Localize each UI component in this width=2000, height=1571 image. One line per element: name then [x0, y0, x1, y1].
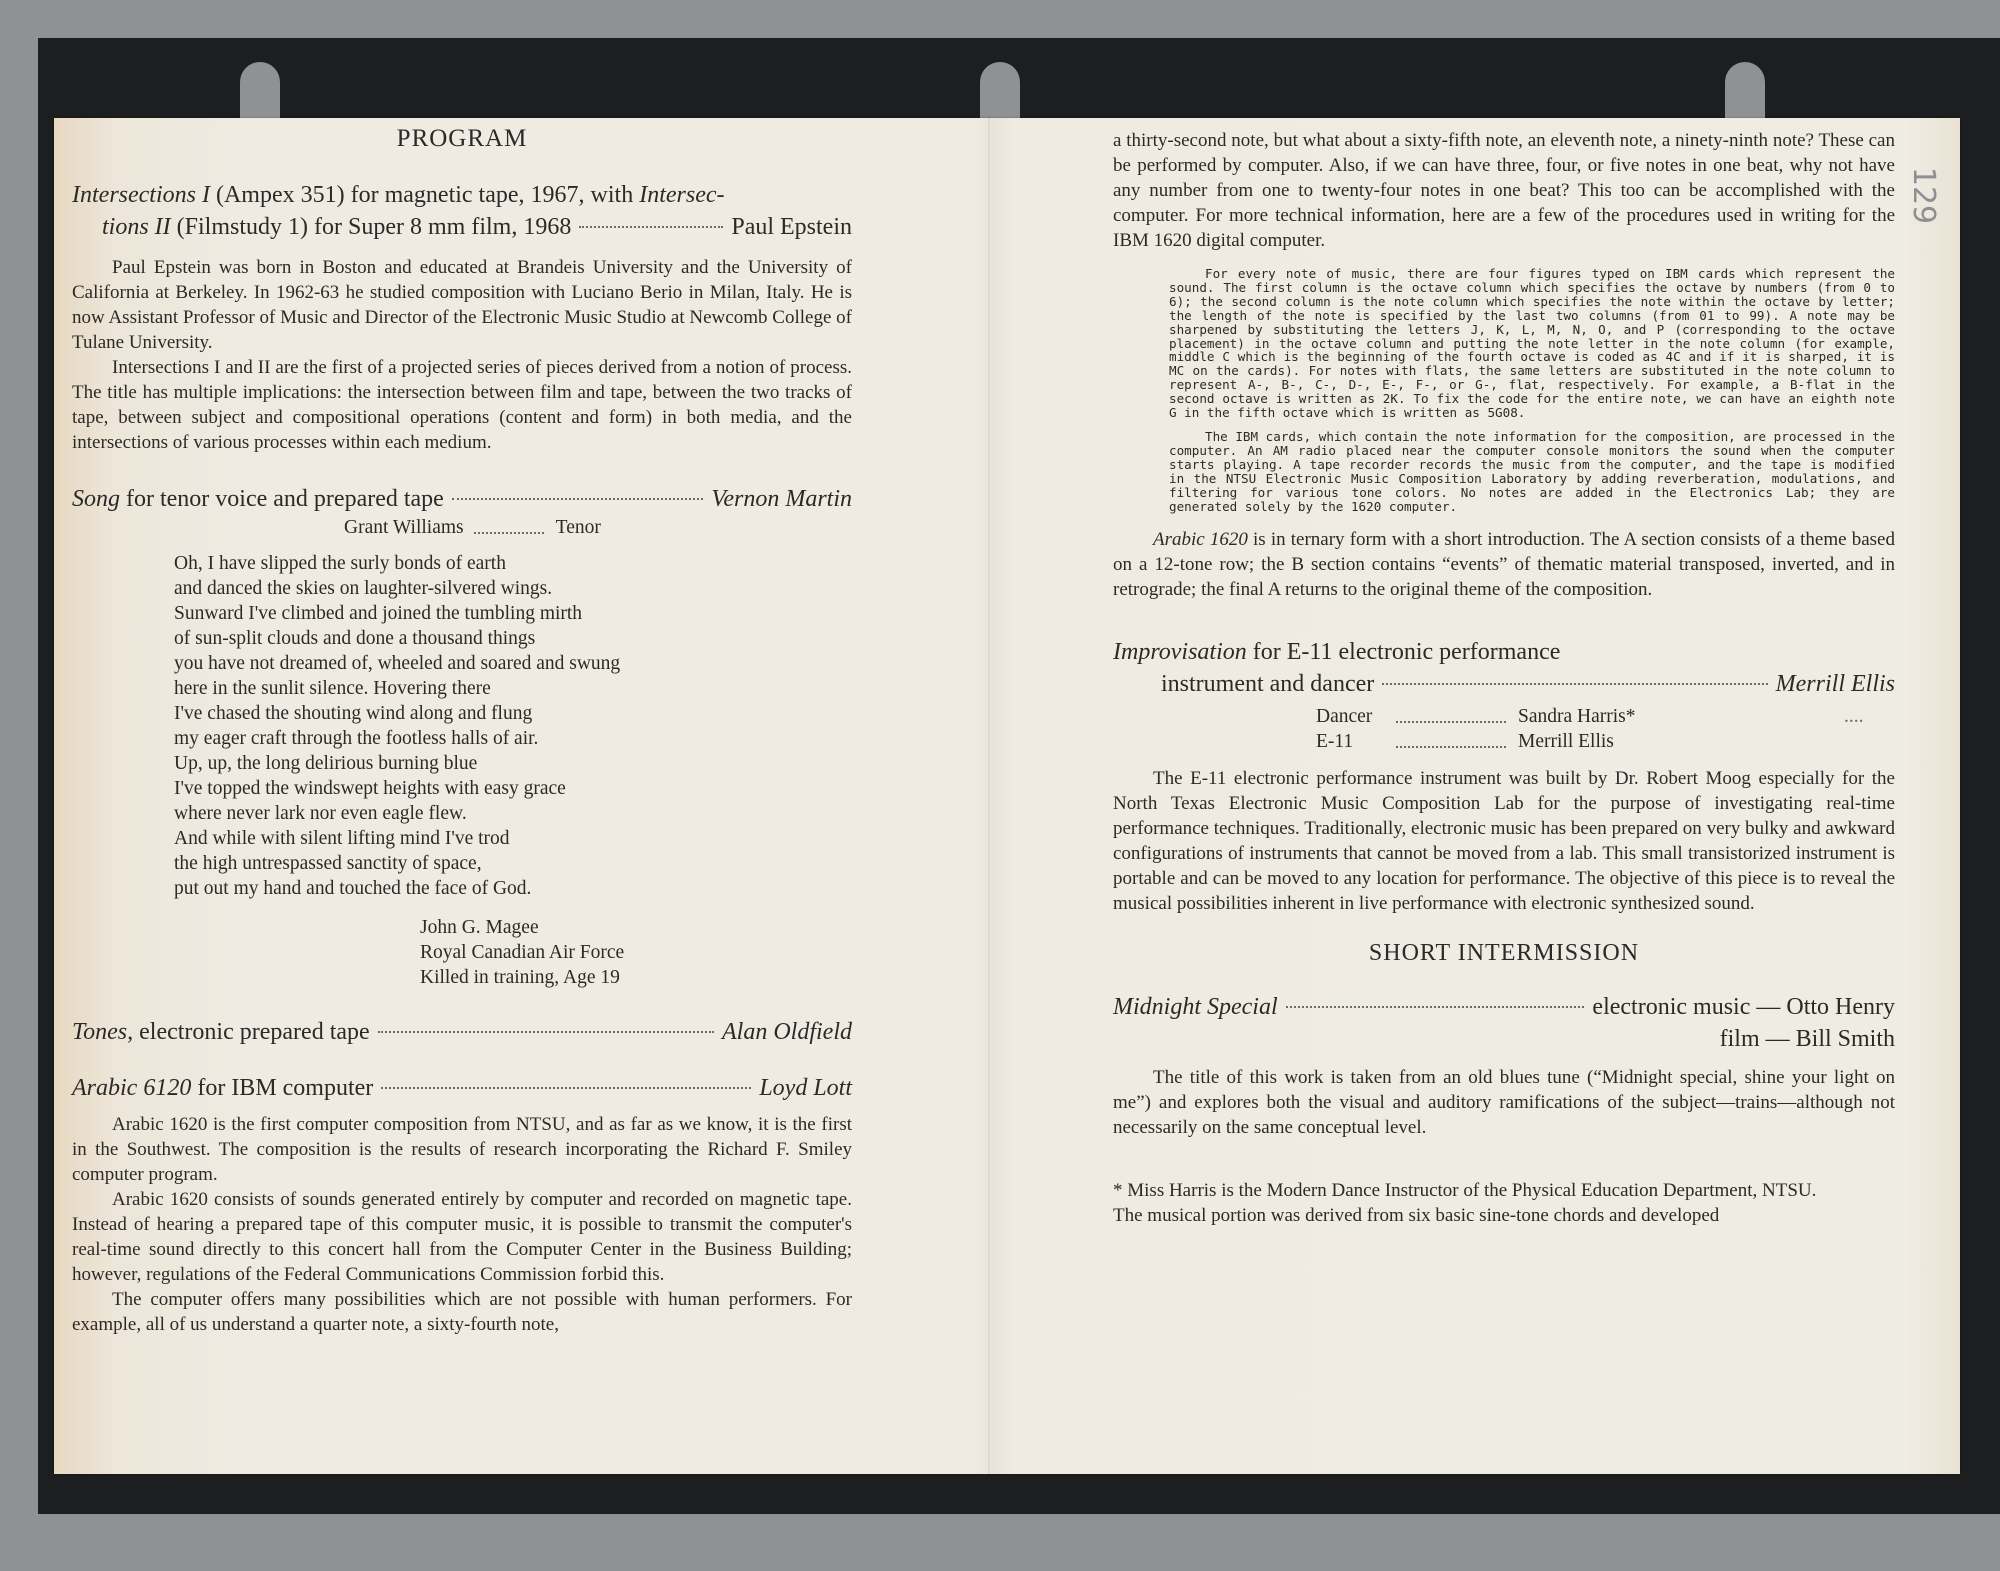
composer: Merrill Ellis: [1775, 671, 1895, 698]
work-credit-line2: [1113, 1023, 1895, 1055]
paragraph: The E-11 electronic performance instrument was built by Dr. Robert Moog especially for the North Texas Electronic Music Composition Lab for the purpose of investigating real-time performance techniques. Traditionally, electronic music has been prepared on very bulky and awkward configurations of instruments that cannot be moved from a lab. This small transistorized instrument is portable and can be moved to any location for performance. The objective of this piece is to reveal the musical possibilities inherent in live performance with electronic synthesized sound.: [1113, 768, 1895, 915]
work-title: Arabic 6120 for IBM computer Loyd Lott: [72, 1072, 852, 1104]
poem-line: the high untrespassed sanctity of space,: [174, 853, 482, 874]
technical-paragraph: The IBM cards, which contain the note information for the composition, are processed in the computer. An AM radio placed near the computer console monitors the sound when the computer starts playing. A tape recorder records the music from the computer, and the tape is modified in the NTSU Electronic Music Composition Laboratory by adding reverberation, modulations, and filtering for various tone colors. No notes are added in the Electronics Lab; they are generated solely by the 1620 computer.: [1169, 428, 1895, 514]
composer: Paul Epstein: [731, 214, 852, 240]
performer-line: Dancer Sandra Harris* ....: [1316, 704, 1895, 729]
poem-line: I've topped the windswept heights with easy grace: [174, 778, 566, 799]
composer: Vernon Martin: [711, 486, 852, 512]
pencil-annotation: 129: [1906, 166, 1942, 225]
performer-line: E-11 Merrill Ellis: [1316, 729, 1895, 754]
leader-dots: [579, 226, 723, 228]
leader-dots: [1382, 683, 1767, 685]
paragraph: The musical portion was derived from six basic sine-tone chords and developed: [1113, 1205, 1720, 1227]
leader-dots: [474, 509, 544, 534]
performer-line: [344, 515, 852, 540]
work-title: Midnight Special electronic music — Otto Henry: [1113, 991, 1895, 1023]
footnote: * Miss Harris is the Modern Dance Instructor of the Physical Education Department, NTSU.: [1113, 1180, 1817, 1202]
work-title-line2: tions II (Filmstudy 1) for Super 8 mm film, 1968 Paul Epstein: [72, 211, 852, 243]
composer: Alan Oldfield: [722, 1019, 852, 1045]
leader-dots: [378, 1031, 714, 1033]
composer: film — Bill Smith: [1719, 1026, 1895, 1053]
work-song: [72, 483, 852, 990]
leader-dots: [381, 1087, 751, 1089]
leader-dots: [1396, 723, 1506, 748]
intermission-heading: SHORT INTERMISSION: [1368, 940, 1640, 967]
composer: Loyd Lott: [759, 1075, 852, 1101]
trailing-dots: ....: [1844, 706, 1864, 728]
performer-name: Grant Williams: [344, 517, 464, 538]
right-page: [1113, 118, 1895, 1228]
paragraph: Intersections I and II are the first of a projected series of pieces derived from a notion of process. The title has multiple implications: the intersection between film and tape, between the two tracks of tape, between subject and compositional operations (content and form) in both media, and the intersections of various processes within each medium.: [72, 357, 852, 453]
poem-line: Oh, I have slipped the surly bonds of earth: [174, 553, 506, 574]
poem: [174, 551, 852, 901]
paragraph: Arabic 1620 is the first computer composition from NTSU, and as far as we know, it is the first in the Southwest. The composition is the results of research incorporating the Richard F. Smiley computer program.: [72, 1114, 852, 1185]
leader-dots: [1286, 1006, 1585, 1008]
work-midnight-special: [1113, 991, 1895, 1140]
left-page: [72, 118, 852, 1337]
poem-line: and danced the skies on laughter-silvered wings.: [174, 578, 553, 599]
leader-dots: [1396, 698, 1506, 723]
poem-line: Sunward I've climbed and joined the tumbling mirth: [174, 603, 583, 624]
poem-line: where never lark nor even eagle flew.: [174, 803, 467, 824]
paragraph: a thirty-second note, but what about a sixty-fifth note, an eleventh note, a ninety-ninth note? These can be performed by computer. Also, if we can have three, four, or five notes in one beat, why not have any number from one to twenty-four notes in one beat? This too can be accomplished with the computer. For more technical information, here are a few of the procedures used in writing for the IBM 1620 digital computer.: [1113, 130, 1895, 251]
poem-line: of sun-split clouds and done a thousand things: [174, 628, 536, 649]
paragraph: The computer offers many possibilities which are not possible with human performers. For example, all of us understand a quarter note, a sixty-fourth note,: [72, 1289, 852, 1335]
performer-list: [1316, 704, 1895, 754]
work-title: Improvisation for E-11 electronic performance: [1113, 639, 1561, 666]
paragraph: The title of this work is taken from an old blues tune (“Midnight special, shine your light on me”) and explores both the visual and auditory ramifications of the subject—trains—although not necessarily on the same conceptual level.: [1113, 1067, 1895, 1139]
work-intersections: [72, 179, 852, 455]
poem-credit: John G. Magee Royal Canadian Air Force Killed in training, Age 19: [420, 917, 625, 988]
composer: electronic music — Otto Henry: [1592, 994, 1895, 1021]
poem-line: I've chased the shouting wind along and flung: [174, 703, 533, 724]
work-title: Intersections I (Ampex 351) for magnetic tape, 1967, with Intersec-: [72, 182, 725, 208]
poem-line: Up, up, the long delirious burning blue: [174, 753, 478, 774]
page-fold: [988, 118, 990, 1474]
technical-paragraph: For every note of music, there are four figures typed on IBM cards which represent the sound. The first column is the octave column which specifies the octave by numbers (from 0 to 6); the second column is the note column which specifies the note within the octave by letter; the length of the note is specified by the last two columns (from 01 to 99). A note may be sharpened by substituting the letters J, K, L, M, N, O, and P (corresponding to the octave placement) in the octave column and putting the note letter in the note column (for example, middle C which is the beginning of the fourth octave is coded as 4C and if it is sharped, it is MC on the cards). For notes with flats, the same letters are substituted in the note column to represent A-, B-, C-, D-, E-, F-, or G-, flat, respectively. For example, a B-flat in the second octave is written as 2K. To fix the code for the entire note, we can have an eighth note G in the fifth octave which is written as 5G08.: [1169, 266, 1895, 421]
work-title: Song for tenor voice and prepared tape Vernon Martin: [72, 483, 852, 515]
poem-line: my eager craft through the footless halls of air.: [174, 728, 539, 749]
leader-dots: [452, 498, 703, 500]
work-arabic: [72, 1072, 852, 1337]
poem-line: put out my hand and touched the face of God.: [174, 878, 532, 899]
poem-line: here in the sunlit silence. Hovering there: [174, 678, 491, 699]
poem-line: And while with silent lifting mind I've trod: [174, 828, 510, 849]
work-title-line2: instrument and dancer Merrill Ellis: [1113, 668, 1895, 700]
performer-role: Tenor: [555, 517, 601, 538]
poem-line: you have not dreamed of, wheeled and soared and swung: [174, 653, 621, 674]
paragraph: Arabic 1620 consists of sounds generated entirely by computer and recorded on magnetic tape. Instead of hearing a prepared tape of this computer music, it is possible to transmit the computer's real-time sound directly to this concert hall from the Computer Center in the Business Building; however, regulations of the Federal Communications Commission forbid this.: [72, 1189, 852, 1285]
work-improvisation: [1113, 636, 1895, 916]
program-heading: PROGRAM: [396, 125, 528, 152]
paragraph: Arabic 1620 is in ternary form with a short introduction. The A section consists of a theme based on a 12-tone row; the B section contains “events” of thematic material transposed, inverted, and in retrograde; the final A returns to the original theme of the composition.: [1113, 529, 1895, 601]
work-tones: Tones, electronic prepared tape Alan Oldfield: [72, 1016, 852, 1048]
technical-notes: [1113, 267, 1895, 513]
paragraph: Paul Epstein was born in Boston and educated at Brandeis University and the University of California at Berkeley. In 1962-63 he studied composition with Luciano Berio in Milan, Italy. He is now Assistant Professor of Music and Director of the Electronic Music Studio at Newcomb College of Tulane University.: [72, 257, 852, 353]
